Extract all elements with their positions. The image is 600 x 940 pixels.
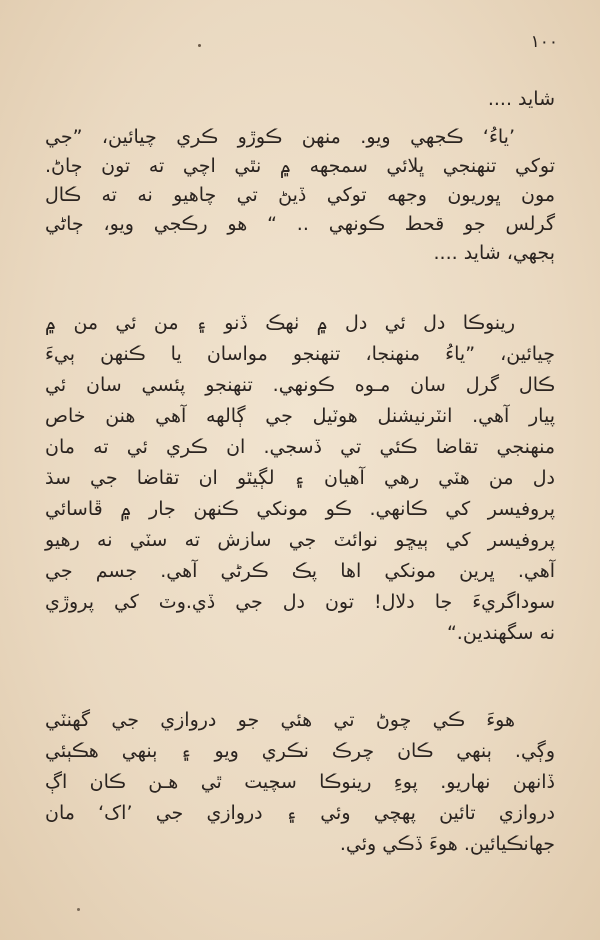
text-line: شايد ....	[487, 88, 555, 110]
paper-speck	[198, 44, 201, 47]
text-line: دروازي تائين پهچي وئي ۽ دروازي جي ’اک‘ مان	[45, 802, 555, 824]
text-line: مون ڀوريون وجهه توکي ڏيڻ تي چاهيو نه ته ڪال	[45, 184, 555, 206]
text-line: هوءَ ڪي چوڻ تي هئي جو دروازي جي گهنٽي	[45, 709, 515, 731]
text-line: ڏانهن نهاريو. پوءِ رينوڪا سچيت ٿي هـن ڪان اڳ	[45, 771, 555, 793]
text-line: سوداگريءَ جا دلال! تون دل جي ڏي.وٽ کي پروڙي	[45, 591, 555, 613]
text-line: گرلس جو قحط ڪونهي .. “ هو رڪجي ويو، ڄاڻي	[45, 213, 555, 235]
text-line: آهي. ڀرين مونکي اها پڪ ڪرڻي آهي. جسم جي	[45, 560, 555, 582]
text-line: چيائين، ”ياءُ منهنجا، تنهنجو مواسان يا ڪنهن ٻيءَ	[45, 343, 555, 365]
text-line: وڳي. ٻنهي ڪان چرڪ نڪري ويو ۽ ٻنهي هڪٻئي	[45, 740, 555, 762]
text-line: پروفيسر کي ٻيڇو نوائٽ جي سازش ته سٽي نه رهيو	[45, 529, 555, 551]
text-line: دل من هٽي رهي آهيان ۽ لڳيٿو ان تقاضا جي سڌ	[45, 467, 555, 489]
text-line: ڪال گرل سان مـوه ڪونهي. تنهنجو پئسي سان ئي	[45, 374, 555, 396]
text-line: توکي تنهنجي ڀلائي سمجهه ۾ نٿي اچي ته تون ڄاڻ.	[45, 155, 555, 177]
text-line: منهنجي تقاضا ڪئي تي ڏسجي. ان ڪري ئي ته مان	[45, 436, 555, 458]
text-line: نه سگهندين.“	[446, 622, 555, 644]
text-line: ’ياءُ‘ ڪجهي ويو. منهن ڪوڙو ڪري چيائين، ”جي	[45, 126, 515, 148]
page-number: ١٠٠	[530, 32, 558, 52]
text-line: پروفيسر کي ڪانهي. ڪو مونکي ڪنهن جار ۾ ڦاسائي	[45, 498, 555, 520]
text-line: ٻجهي، شايد ....	[433, 242, 555, 264]
text-line: پيار آهي. انٽرنيشنل هوٽيل جي ڳالهه آهي هنن خاص	[45, 405, 555, 427]
text-line: رينوڪا دل ئي دل ۾ ٺهڪ ڏنو ۽ من ئي من ۾	[45, 312, 515, 334]
paper-speck	[77, 908, 80, 911]
text-line: جهانڪيائين. هوءَ ڏڪي وئي.	[339, 833, 555, 855]
